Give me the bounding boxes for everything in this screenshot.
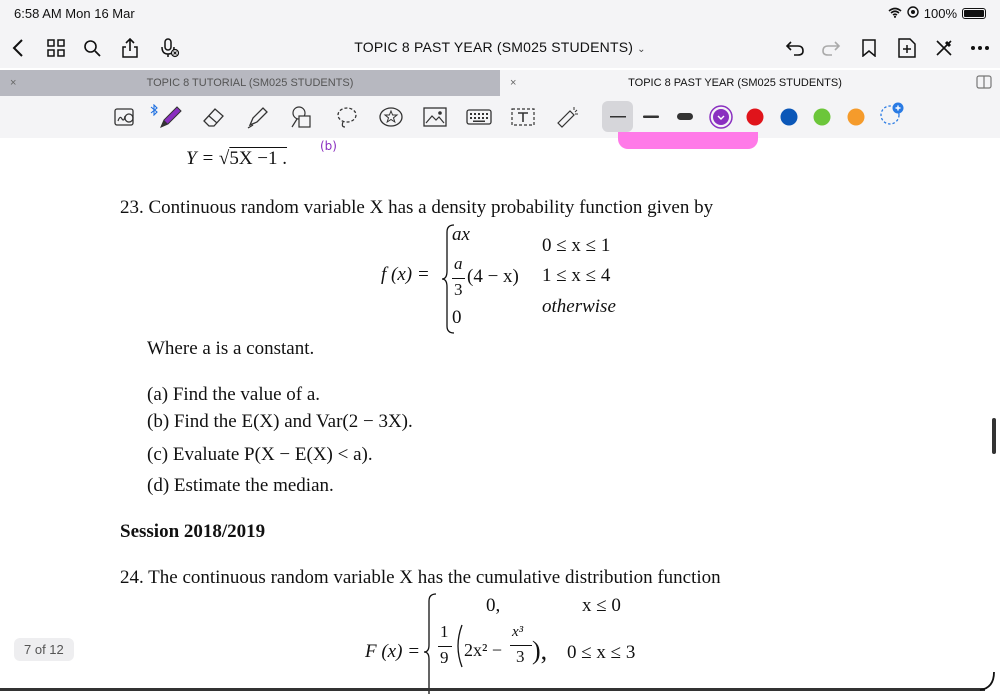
sqrt-symbol: √ (218, 148, 230, 169)
session-heading: Session 2018/2019 (120, 521, 266, 542)
document-page[interactable] (0, 138, 1000, 694)
pen-tool-icon[interactable] (158, 105, 184, 129)
close-annotations-icon[interactable] (932, 36, 956, 60)
battery-percent: 100% (923, 6, 957, 21)
part-a: (a) Find the value of a. (147, 384, 321, 405)
close-tab-icon[interactable]: × (510, 77, 517, 89)
page-indicator[interactable]: 7 of 12 (14, 638, 74, 661)
F-case-2-denominator: 9 (440, 648, 449, 667)
page-separator (0, 688, 985, 691)
fraction-bar (452, 278, 465, 279)
color-purple-selected[interactable] (709, 105, 733, 129)
image-icon[interactable] (422, 105, 448, 129)
fraction-bar-3 (510, 645, 532, 646)
color-blue[interactable] (779, 105, 799, 129)
stroke-thin-selected[interactable] (602, 101, 633, 132)
f-case-2-numerator: a (454, 254, 463, 273)
top-equation: Y = √5X −1 . (186, 148, 288, 169)
focus-icon (907, 6, 919, 21)
lasso-icon[interactable] (335, 105, 359, 129)
battery-icon (962, 8, 986, 19)
F-case-2-inner: 2x² − (464, 640, 503, 660)
zoom-box-icon[interactable] (114, 105, 138, 129)
redo-icon[interactable] (819, 36, 843, 60)
status-bar (0, 0, 1000, 28)
bookmark-icon[interactable] (857, 36, 881, 60)
text-box-icon[interactable] (510, 105, 536, 129)
F-case-1: 0, (486, 595, 501, 616)
f-case-2-expression: (4 − x) (467, 266, 519, 287)
annotation-tools (0, 96, 1000, 139)
where-constant: Where a is a constant. (147, 338, 315, 359)
top-toolbar (0, 28, 1000, 68)
f-case-3: 0 (452, 307, 462, 328)
color-red[interactable] (745, 105, 765, 129)
stroke-medium[interactable] (643, 105, 659, 129)
scrollbar-thumb[interactable] (992, 418, 996, 454)
color-green[interactable] (812, 105, 832, 129)
F-lhs: F (x) = (365, 641, 421, 662)
keyboard-icon[interactable] (466, 105, 492, 129)
bluetooth-icon (150, 98, 158, 122)
left-paren (452, 624, 464, 668)
F-case-2-numerator: 1 (440, 622, 449, 641)
f-lhs: f (x) = (381, 264, 430, 285)
question-24: 24. The continuous random variable X has the cumulative distribution function (120, 567, 721, 588)
resize-corner (978, 670, 998, 694)
laser-pointer-icon[interactable] (554, 105, 580, 129)
undo-icon[interactable] (783, 36, 807, 60)
wifi-icon (888, 6, 902, 21)
part-d: (d) Estimate the median. (147, 475, 334, 496)
F-condition-2: 0 ≤ x ≤ 3 (567, 642, 636, 663)
handwritten-annotation: (b) (320, 139, 337, 153)
clock: 6:58 AM Mon 16 Mar (14, 6, 135, 21)
F-case-2-inner-numerator: x³ (512, 624, 524, 640)
f-condition-2: 1 ≤ x ≤ 4 (542, 265, 611, 286)
question-23: 23. Continuous random variable X has a density probability function given by (120, 197, 714, 218)
add-color-icon[interactable] (878, 102, 906, 126)
f-case-1: ax (452, 224, 470, 245)
piecewise-brace-2 (424, 593, 438, 694)
eraser-icon[interactable] (201, 105, 227, 129)
part-b: (b) Find the E(X) and Var(2 − 3X). (147, 411, 413, 432)
add-page-icon[interactable] (895, 36, 919, 60)
chevron-down-icon: ⌄ (637, 44, 646, 55)
tab-topic8-past-year[interactable]: × TOPIC 8 PAST YEAR (SM025 STUDENTS) (500, 70, 970, 96)
status-right (888, 6, 986, 21)
F-condition-1: x ≤ 0 (582, 595, 621, 616)
split-view-icon[interactable] (974, 72, 994, 92)
stroke-thick[interactable] (677, 105, 693, 129)
tab-topic8-tutorial[interactable]: × TOPIC 8 TUTORIAL (SM025 STUDENTS) (0, 70, 500, 96)
sticker-icon[interactable] (378, 105, 404, 129)
part-c: (c) Evaluate P(X − E(X) < a). (147, 444, 373, 465)
f-condition-1: 0 ≤ x ≤ 1 (542, 235, 611, 256)
close-tab-icon[interactable]: × (10, 77, 17, 89)
F-case-2-close: ), (532, 636, 548, 665)
highlighter-icon[interactable] (245, 105, 271, 129)
document-title[interactable]: TOPIC 8 PAST YEAR (SM025 STUDENTS) ⌄ (354, 39, 646, 55)
shapes-icon[interactable] (290, 105, 316, 129)
color-orange[interactable] (846, 105, 866, 129)
f-condition-3: otherwise (542, 296, 616, 317)
fraction-bar-2 (438, 646, 452, 647)
f-case-2-denominator: 3 (454, 280, 463, 299)
pink-highlight-annotation (618, 132, 758, 149)
more-icon[interactable] (968, 36, 992, 60)
tab-bar (0, 70, 1000, 96)
F-case-2-inner-denominator: 3 (516, 647, 525, 666)
